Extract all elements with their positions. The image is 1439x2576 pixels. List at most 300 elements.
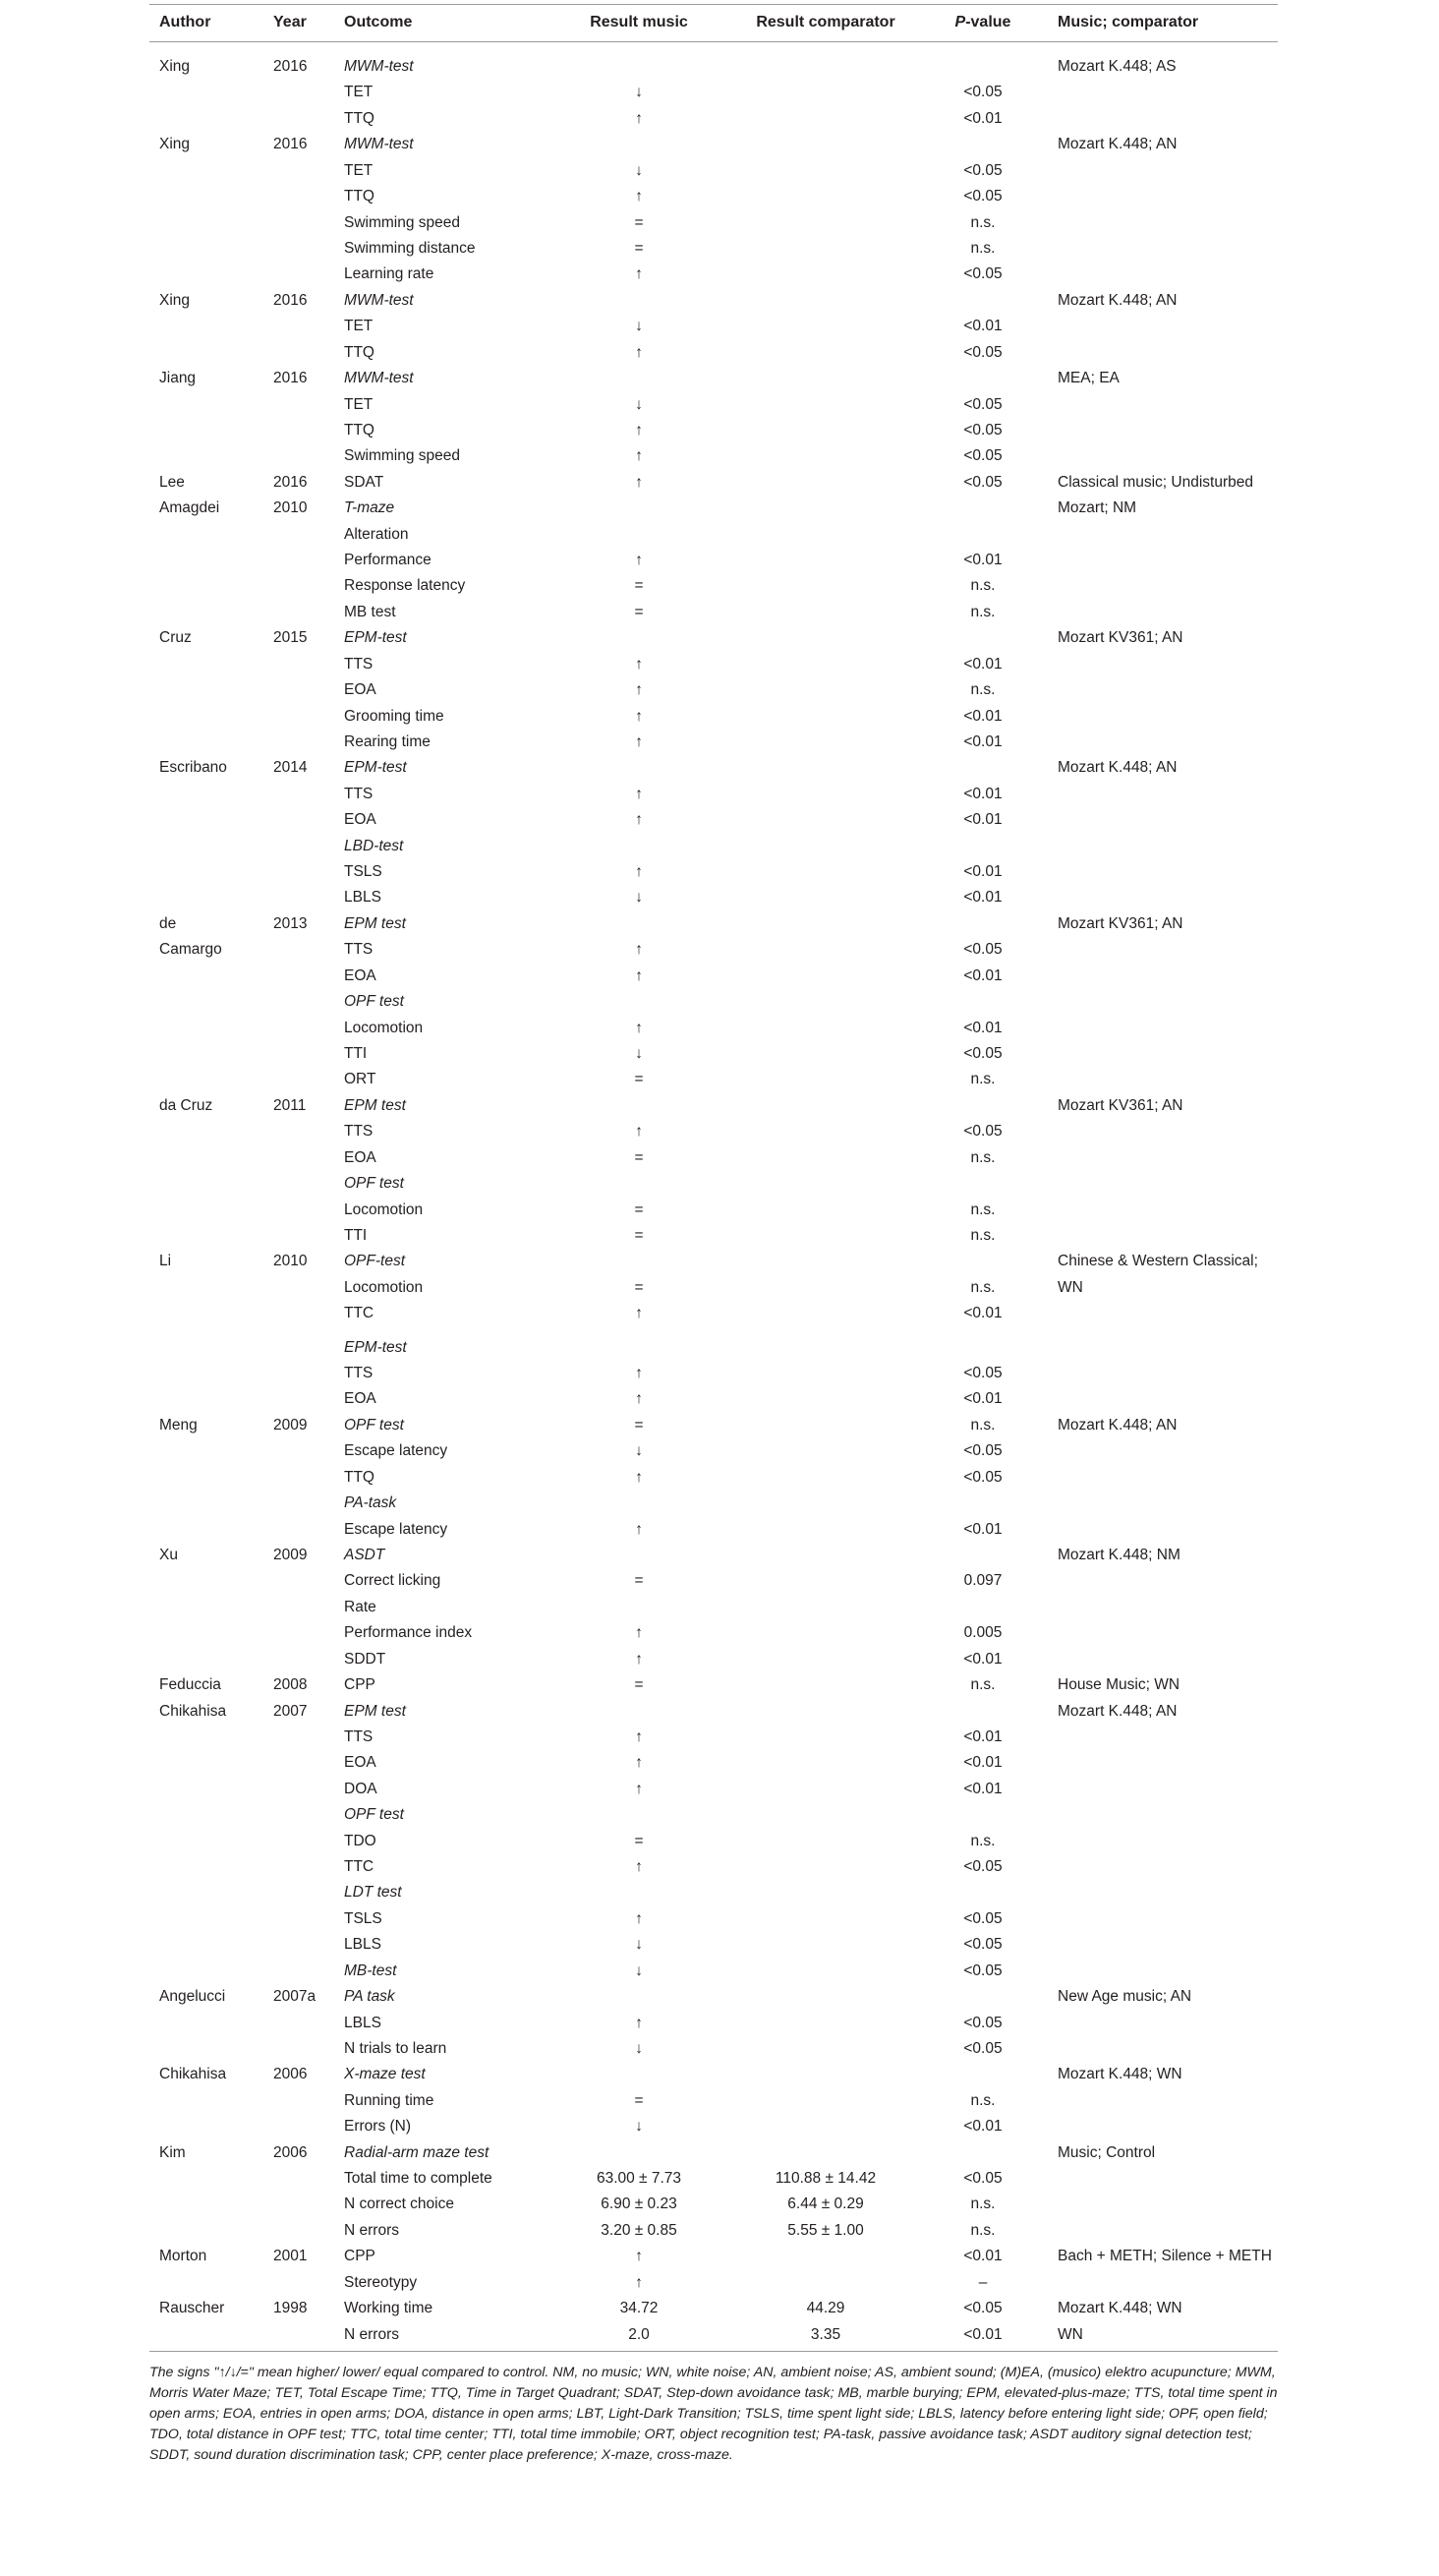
year-cell: 2001 xyxy=(273,2248,308,2265)
result-music-cell: = xyxy=(634,1278,644,1296)
p-value-cell: <0.05 xyxy=(963,1468,1003,1486)
result-music-cell: 63.00 ± 7.73 xyxy=(596,2170,682,2187)
outcome-cell: TDO xyxy=(344,1832,376,1849)
result-comparator-cell: 110.88 ± 14.42 xyxy=(775,2170,877,2187)
table-row xyxy=(0,288,1439,314)
table-row xyxy=(0,600,1439,625)
table-row xyxy=(0,704,1439,730)
p-value-cell: <0.05 xyxy=(963,1961,1003,1979)
year-cell: 2009 xyxy=(273,1416,308,1434)
header-year: Year xyxy=(273,14,307,30)
p-value-cell: <0.05 xyxy=(963,161,1003,179)
result-music-cell: ↓ xyxy=(635,318,643,335)
music-comparator-cell: MEA; EA xyxy=(1058,370,1120,386)
outcome-cell: TTC xyxy=(344,1305,374,1322)
outcome-cell: TSLS xyxy=(344,1909,382,1927)
outcome-cell: EPM test xyxy=(344,914,406,932)
outcome-cell: TTS xyxy=(344,941,374,959)
result-comparator-cell: 6.44 ± 0.29 xyxy=(787,2195,864,2213)
p-value-cell: <0.01 xyxy=(963,1019,1003,1036)
table-row xyxy=(0,132,1439,157)
outcome-cell: SDDT xyxy=(344,1650,386,1668)
author-cell: Kim xyxy=(159,2143,186,2161)
p-value-cell: <0.01 xyxy=(963,1780,1003,1797)
table-row xyxy=(0,1854,1439,1880)
p-value-cell: <0.01 xyxy=(963,318,1003,335)
header-p-letter: P xyxy=(954,14,966,30)
year-cell: 2010 xyxy=(273,1253,308,1270)
music-comparator-cell: Mozart K.448; AN xyxy=(1058,759,1178,777)
table-row xyxy=(0,1672,1439,1698)
table-row xyxy=(0,2011,1439,2036)
outcome-cell: SDAT xyxy=(344,473,384,491)
outcome-cell: Rate xyxy=(344,1598,376,1615)
outcome-cell: LBLS xyxy=(344,1936,381,1954)
music-comparator-cell: New Age music; AN xyxy=(1058,1988,1192,2006)
music-comparator-cell: House Music; WN xyxy=(1058,1676,1180,1693)
result-music-cell: ↑ xyxy=(635,1123,643,1141)
author-cell: Xing xyxy=(159,58,191,75)
outcome-cell: MWM-test xyxy=(344,58,414,75)
music-comparator-cell: Mozart K.448; AN xyxy=(1058,1702,1178,1720)
p-value-cell: n.s. xyxy=(970,2195,996,2213)
outcome-cell: TTQ xyxy=(344,1468,374,1486)
header-outcome: Outcome xyxy=(344,14,413,30)
p-value-cell: 0.097 xyxy=(963,1572,1003,1590)
table-row xyxy=(0,106,1439,132)
table-row xyxy=(0,807,1439,833)
outcome-cell: PA task xyxy=(344,1988,395,2006)
result-music-cell: ↓ xyxy=(635,395,643,413)
table-row xyxy=(0,1145,1439,1171)
table-row xyxy=(0,1465,1439,1491)
p-value-cell: <0.01 xyxy=(963,732,1003,750)
music-comparator-cell: Music; Control xyxy=(1058,2143,1156,2161)
table-row xyxy=(0,1620,1439,1646)
table-row xyxy=(0,652,1439,677)
table-row xyxy=(0,1223,1439,1249)
music-comparator-cell: Mozart K.448; AN xyxy=(1058,1416,1178,1434)
p-value-cell: <0.01 xyxy=(963,2325,1003,2343)
author-cell: Lee xyxy=(159,473,185,491)
result-music-cell: ↑ xyxy=(635,707,643,725)
outcome-cell: LDT test xyxy=(344,1884,402,1902)
result-music-cell: ↑ xyxy=(635,681,643,699)
header-author: Author xyxy=(159,14,211,30)
year-cell: 2011 xyxy=(273,1096,307,1114)
outcome-cell: Escape latency xyxy=(344,1520,448,1538)
p-value-cell: n.s. xyxy=(970,1676,996,1693)
outcome-cell: TTS xyxy=(344,1123,374,1141)
result-music-cell: = xyxy=(634,1071,644,1088)
outcome-cell: OPF test xyxy=(344,1175,404,1193)
author-cell: Feduccia xyxy=(159,1676,221,1693)
year-cell: 1998 xyxy=(273,2300,308,2317)
table-row xyxy=(0,911,1439,937)
outcome-cell: Grooming time xyxy=(344,707,444,725)
author-cell: Jiang xyxy=(159,370,197,386)
p-value-cell: <0.05 xyxy=(963,447,1003,465)
result-music-cell: = xyxy=(634,1676,644,1693)
music-comparator-cell: Mozart K.448; AN xyxy=(1058,136,1178,153)
result-music-cell: ↑ xyxy=(635,1305,643,1322)
music-comparator-cell: Mozart K.448; WN xyxy=(1058,2300,1182,2317)
p-value-cell: <0.01 xyxy=(963,552,1003,568)
outcome-cell: Stereotypy xyxy=(344,2273,418,2291)
table-row xyxy=(0,2322,1439,2348)
author-cell: Morton xyxy=(159,2248,207,2265)
author-cell: Chikahisa xyxy=(159,2066,227,2083)
result-music-cell: 34.72 xyxy=(619,2300,659,2317)
outcome-cell: TTS xyxy=(344,1365,374,1381)
p-value-cell: <0.05 xyxy=(963,1045,1003,1062)
result-music-cell: = xyxy=(634,1572,644,1590)
table-row xyxy=(0,1725,1439,1750)
table-row xyxy=(0,1016,1439,1041)
result-music-cell: ↑ xyxy=(635,188,643,205)
outcome-cell: EPM-test xyxy=(344,759,407,777)
header-p-suffix: -value xyxy=(965,14,1011,30)
outcome-cell: Locomotion xyxy=(344,1200,424,1218)
p-value-cell: <0.05 xyxy=(963,2170,1003,2187)
result-music-cell: ↑ xyxy=(635,2273,643,2291)
p-value-cell: <0.05 xyxy=(963,395,1003,413)
author-cell: Rauscher xyxy=(159,2300,225,2317)
result-music-cell: ↑ xyxy=(635,1624,643,1642)
result-music-cell: ↑ xyxy=(635,732,643,750)
table-row xyxy=(0,834,1439,859)
table-row xyxy=(0,1093,1439,1119)
outcome-cell: TET xyxy=(344,318,374,335)
header-rule xyxy=(149,41,1278,42)
outcome-cell: Swimming distance xyxy=(344,239,476,257)
year-cell: 2015 xyxy=(273,629,308,647)
table-footnote: The signs "↑/↓/=" mean higher/ lower/ equal compared to control. NM, no music; WN, white noise; AN, ambient noise; AS, ambient sound; (M)EA, (musico) elektro acupuncture; MWM, Morris Water Maze; TET, Total Escape Time; TTQ, Time in Target Quadrant; SDAT, Step-down avoidance task; MB, marble burying; EPM, elevated-plus-maze; TTS, total time spent in open arms; EOA, entries in open arms; DOA, distance in open arms; LBT, Light-Dark Transition; TSLS, time spent light side; LBLS, latency before entering light side; OPF, open field; TDO, total distance in OPF test; TTC, total time center; TTI, total time immobile; ORT, object recognition test; PA-task, passive avoidance task; ASDT auditory signal detection test; SDDT, sound duration discrimination task; CPP, center place preference; X-maze, cross-maze. xyxy=(149,2365,1278,2463)
author-cell: Xing xyxy=(159,291,191,309)
table-row xyxy=(0,366,1439,391)
table-row xyxy=(0,1119,1439,1144)
result-music-cell: ↑ xyxy=(635,785,643,802)
outcome-cell: DOA xyxy=(344,1780,377,1797)
p-value-cell: n.s. xyxy=(970,1071,996,1088)
outcome-cell: Response latency xyxy=(344,577,466,595)
outcome-cell: Rearing time xyxy=(344,732,431,750)
table-row xyxy=(0,314,1439,339)
outcome-cell: X-maze test xyxy=(344,2066,426,2083)
result-music-cell: ↑ xyxy=(635,1468,643,1486)
result-music-cell: ↑ xyxy=(635,265,643,283)
table-row xyxy=(0,1880,1439,1905)
table-row xyxy=(0,392,1439,418)
outcome-cell: EOA xyxy=(344,1754,376,1772)
p-value-cell: <0.05 xyxy=(963,2014,1003,2031)
table-row xyxy=(0,1413,1439,1438)
author-cell: Xing xyxy=(159,136,191,153)
result-music-cell: = xyxy=(634,1226,644,1244)
outcome-cell: TTQ xyxy=(344,188,374,205)
outcome-cell: N trials to learn xyxy=(344,2039,447,2057)
p-value-cell: <0.01 xyxy=(963,1650,1003,1668)
table-row xyxy=(0,2062,1439,2087)
table-row xyxy=(0,2296,1439,2321)
table-row xyxy=(0,1171,1439,1197)
table-row xyxy=(0,1568,1439,1594)
table-row xyxy=(0,1198,1439,1223)
outcome-cell: EPM-test xyxy=(344,629,407,647)
year-cell: 2016 xyxy=(273,136,308,153)
table-row xyxy=(0,2114,1439,2139)
music-comparator-cell: Mozart K.448; AN xyxy=(1058,291,1178,309)
result-music-cell: ↓ xyxy=(635,1961,643,1979)
table-row xyxy=(0,2088,1439,2114)
music-comparator-cell: Mozart KV361; AN xyxy=(1058,629,1183,647)
p-value-cell: n.s. xyxy=(970,603,996,620)
table-row xyxy=(0,1386,1439,1412)
music-comparator-cell: Mozart; NM xyxy=(1058,499,1137,517)
result-music-cell: 3.20 ± 0.85 xyxy=(601,2221,677,2239)
table-row xyxy=(0,1906,1439,1932)
table-row xyxy=(0,2036,1439,2062)
table-row xyxy=(0,625,1439,651)
outcome-cell: MWM-test xyxy=(344,370,414,386)
table-row xyxy=(0,1249,1439,1274)
outcome-cell: CPP xyxy=(344,1676,375,1693)
author-cell: Cruz xyxy=(159,629,192,647)
result-comparator-cell: 3.35 xyxy=(810,2325,841,2343)
result-music-cell: ↑ xyxy=(635,2014,643,2031)
outcome-cell: ASDT xyxy=(344,1546,385,1563)
table-row xyxy=(0,158,1439,184)
outcome-cell: TTS xyxy=(344,1727,374,1745)
table-row xyxy=(0,782,1439,807)
outcome-cell: MWM-test xyxy=(344,136,414,153)
table-row xyxy=(0,730,1439,755)
outcome-cell: TTS xyxy=(344,655,374,673)
table-row xyxy=(0,470,1439,496)
result-music-cell: = xyxy=(634,603,644,620)
p-value-cell: n.s. xyxy=(970,1416,996,1434)
header-result-comparator: Result comparator xyxy=(756,14,895,30)
table-row xyxy=(0,677,1439,703)
p-value-cell: n.s. xyxy=(970,2091,996,2109)
outcome-cell: Swimming speed xyxy=(344,447,461,465)
p-value-cell: <0.05 xyxy=(963,941,1003,959)
table-row xyxy=(0,2218,1439,2244)
p-value-cell: <0.05 xyxy=(963,1936,1003,1954)
outcome-cell: EPM test xyxy=(344,1096,406,1114)
result-music-cell: = xyxy=(634,213,644,231)
author-cell: de xyxy=(159,914,177,932)
result-music-cell: ↓ xyxy=(635,161,643,179)
result-music-cell: ↑ xyxy=(635,966,643,984)
outcome-cell: EPM-test xyxy=(344,1338,407,1356)
outcome-cell: TET xyxy=(344,395,374,413)
result-music-cell: = xyxy=(634,2091,644,2109)
result-music-cell: ↓ xyxy=(635,1442,643,1460)
p-value-cell: <0.05 xyxy=(963,1442,1003,1460)
result-music-cell: ↑ xyxy=(635,109,643,127)
outcome-cell: EOA xyxy=(344,966,376,984)
table-row xyxy=(0,1275,1439,1301)
outcome-cell: TET xyxy=(344,161,374,179)
table-row xyxy=(0,573,1439,599)
result-music-cell: ↓ xyxy=(635,1045,643,1062)
outcome-cell: Correct licking xyxy=(344,1572,441,1590)
p-value-cell: <0.01 xyxy=(963,811,1003,829)
outcome-cell: PA-task xyxy=(344,1494,397,1512)
table-row xyxy=(0,1959,1439,1984)
author-cell: Escribano xyxy=(159,759,227,777)
table-row xyxy=(0,340,1439,366)
year-cell: 2010 xyxy=(273,499,308,517)
year-cell: 2007 xyxy=(273,1702,308,1720)
p-value-cell: <0.05 xyxy=(963,1365,1003,1381)
p-value-cell: n.s. xyxy=(970,681,996,699)
p-value-cell: <0.01 xyxy=(963,889,1003,907)
outcome-cell: MWM-test xyxy=(344,291,414,309)
p-value-cell: <0.01 xyxy=(963,1754,1003,1772)
outcome-cell: LBLS xyxy=(344,889,381,907)
result-comparator-cell: 5.55 ± 1.00 xyxy=(787,2221,864,2239)
p-value-cell: <0.01 xyxy=(963,785,1003,802)
table-row xyxy=(0,1543,1439,1568)
table-row xyxy=(0,1361,1439,1386)
result-music-cell: ↑ xyxy=(635,1727,643,1745)
outcome-cell: CPP xyxy=(344,2248,375,2265)
p-value-cell: <0.01 xyxy=(963,1305,1003,1322)
table-row xyxy=(0,1647,1439,1672)
outcome-cell: Total time to complete xyxy=(344,2170,492,2187)
p-value-cell: <0.05 xyxy=(963,421,1003,439)
result-music-cell: ↓ xyxy=(635,2039,643,2057)
result-music-cell: = xyxy=(634,577,644,595)
outcome-cell: EOA xyxy=(344,811,376,829)
author-cell: Li xyxy=(159,1253,172,1270)
table-row xyxy=(0,964,1439,989)
table-row xyxy=(0,1301,1439,1326)
p-value-cell: <0.01 xyxy=(963,2248,1003,2265)
author-cell: da Cruz xyxy=(159,1096,213,1114)
table-row xyxy=(0,236,1439,262)
result-music-cell: ↑ xyxy=(635,1858,643,1875)
table-row xyxy=(0,1335,1439,1361)
outcome-cell: TSLS xyxy=(344,863,382,880)
p-value-cell: n.s. xyxy=(970,577,996,595)
p-value-cell: <0.05 xyxy=(963,2039,1003,2057)
result-music-cell: ↑ xyxy=(635,552,643,568)
table-row xyxy=(0,989,1439,1015)
year-cell: 2016 xyxy=(273,473,308,491)
outcome-cell: LBD-test xyxy=(344,837,404,854)
author-cell: Xu xyxy=(159,1546,178,1563)
table-row xyxy=(0,1750,1439,1776)
p-value-cell: n.s. xyxy=(970,213,996,231)
music-comparator-cell: Mozart KV361; AN xyxy=(1058,914,1183,932)
result-music-cell: ↑ xyxy=(635,1365,643,1381)
outcome-cell: EOA xyxy=(344,681,376,699)
outcome-cell: TTQ xyxy=(344,109,374,127)
year-cell: 2009 xyxy=(273,1546,308,1563)
p-value-cell: – xyxy=(978,2273,988,2291)
result-music-cell: ↑ xyxy=(635,1390,643,1408)
table-row xyxy=(0,755,1439,781)
outcome-cell: MB test xyxy=(344,603,396,620)
outcome-cell: Radial-arm maze test xyxy=(344,2143,489,2161)
result-music-cell: = xyxy=(634,239,644,257)
result-music-cell: ↑ xyxy=(635,811,643,829)
table-row xyxy=(0,54,1439,80)
p-value-cell: <0.01 xyxy=(963,655,1003,673)
table-row xyxy=(0,496,1439,521)
music-comparator-cell: WN xyxy=(1058,1278,1083,1296)
table-row xyxy=(0,1067,1439,1092)
table-row xyxy=(0,1777,1439,1802)
table-row xyxy=(0,548,1439,573)
p-value-cell: <0.05 xyxy=(963,2300,1003,2317)
table-row xyxy=(0,1438,1439,1464)
result-music-cell: 2.0 xyxy=(628,2325,650,2343)
outcome-cell: T-maze xyxy=(344,499,395,517)
outcome-cell: Learning rate xyxy=(344,265,434,283)
table-row xyxy=(0,1932,1439,1958)
p-value-cell: n.s. xyxy=(970,1200,996,1218)
top-rule xyxy=(149,4,1278,5)
outcome-cell: Performance xyxy=(344,552,432,568)
table-row xyxy=(0,937,1439,963)
music-comparator-cell: Mozart KV361; AN xyxy=(1058,1096,1183,1114)
year-cell: 2016 xyxy=(273,370,308,386)
table-row xyxy=(0,2166,1439,2192)
outcome-cell: Alteration xyxy=(344,525,409,543)
table-row xyxy=(0,859,1439,885)
result-music-cell: ↑ xyxy=(635,1520,643,1538)
result-music-cell: ↑ xyxy=(635,655,643,673)
outcome-cell: TTI xyxy=(344,1226,368,1244)
outcome-cell: OPF test xyxy=(344,1806,404,1824)
p-value-cell: <0.05 xyxy=(963,1858,1003,1875)
table-row xyxy=(0,1984,1439,2010)
music-comparator-cell: Mozart K.448; NM xyxy=(1058,1546,1180,1563)
outcome-cell: Working time xyxy=(344,2300,433,2317)
p-value-cell: n.s. xyxy=(970,2221,996,2239)
author-cell: Angelucci xyxy=(159,1988,226,2006)
outcome-cell: OPF test xyxy=(344,993,404,1011)
outcome-cell: TTS xyxy=(344,785,374,802)
p-value-cell: <0.05 xyxy=(963,188,1003,205)
year-cell: 2013 xyxy=(273,914,308,932)
table-row xyxy=(0,210,1439,236)
result-comparator-cell: 44.29 xyxy=(806,2300,845,2317)
year-cell: 2006 xyxy=(273,2143,308,2161)
outcome-cell: TTC xyxy=(344,1858,374,1875)
music-comparator-cell: Chinese & Western Classical; xyxy=(1058,1253,1258,1270)
p-value-cell: <0.01 xyxy=(963,707,1003,725)
bottom-rule xyxy=(149,2351,1278,2352)
p-value-cell: <0.05 xyxy=(963,473,1003,491)
outcome-cell: Escape latency xyxy=(344,1442,448,1460)
outcome-cell: EPM test xyxy=(344,1702,406,1720)
table-row xyxy=(0,2140,1439,2166)
music-comparator-cell: Mozart K.448; WN xyxy=(1058,2066,1182,2083)
outcome-cell: EOA xyxy=(344,1390,376,1408)
p-value-cell: <0.05 xyxy=(963,265,1003,283)
result-music-cell: ↑ xyxy=(635,343,643,361)
music-comparator-cell: Bach + METH; Silence + METH xyxy=(1058,2248,1272,2265)
p-value-cell: <0.01 xyxy=(963,966,1003,984)
table-row xyxy=(0,262,1439,287)
p-value-cell: n.s. xyxy=(970,1148,996,1166)
result-music-cell: ↑ xyxy=(635,2248,643,2265)
